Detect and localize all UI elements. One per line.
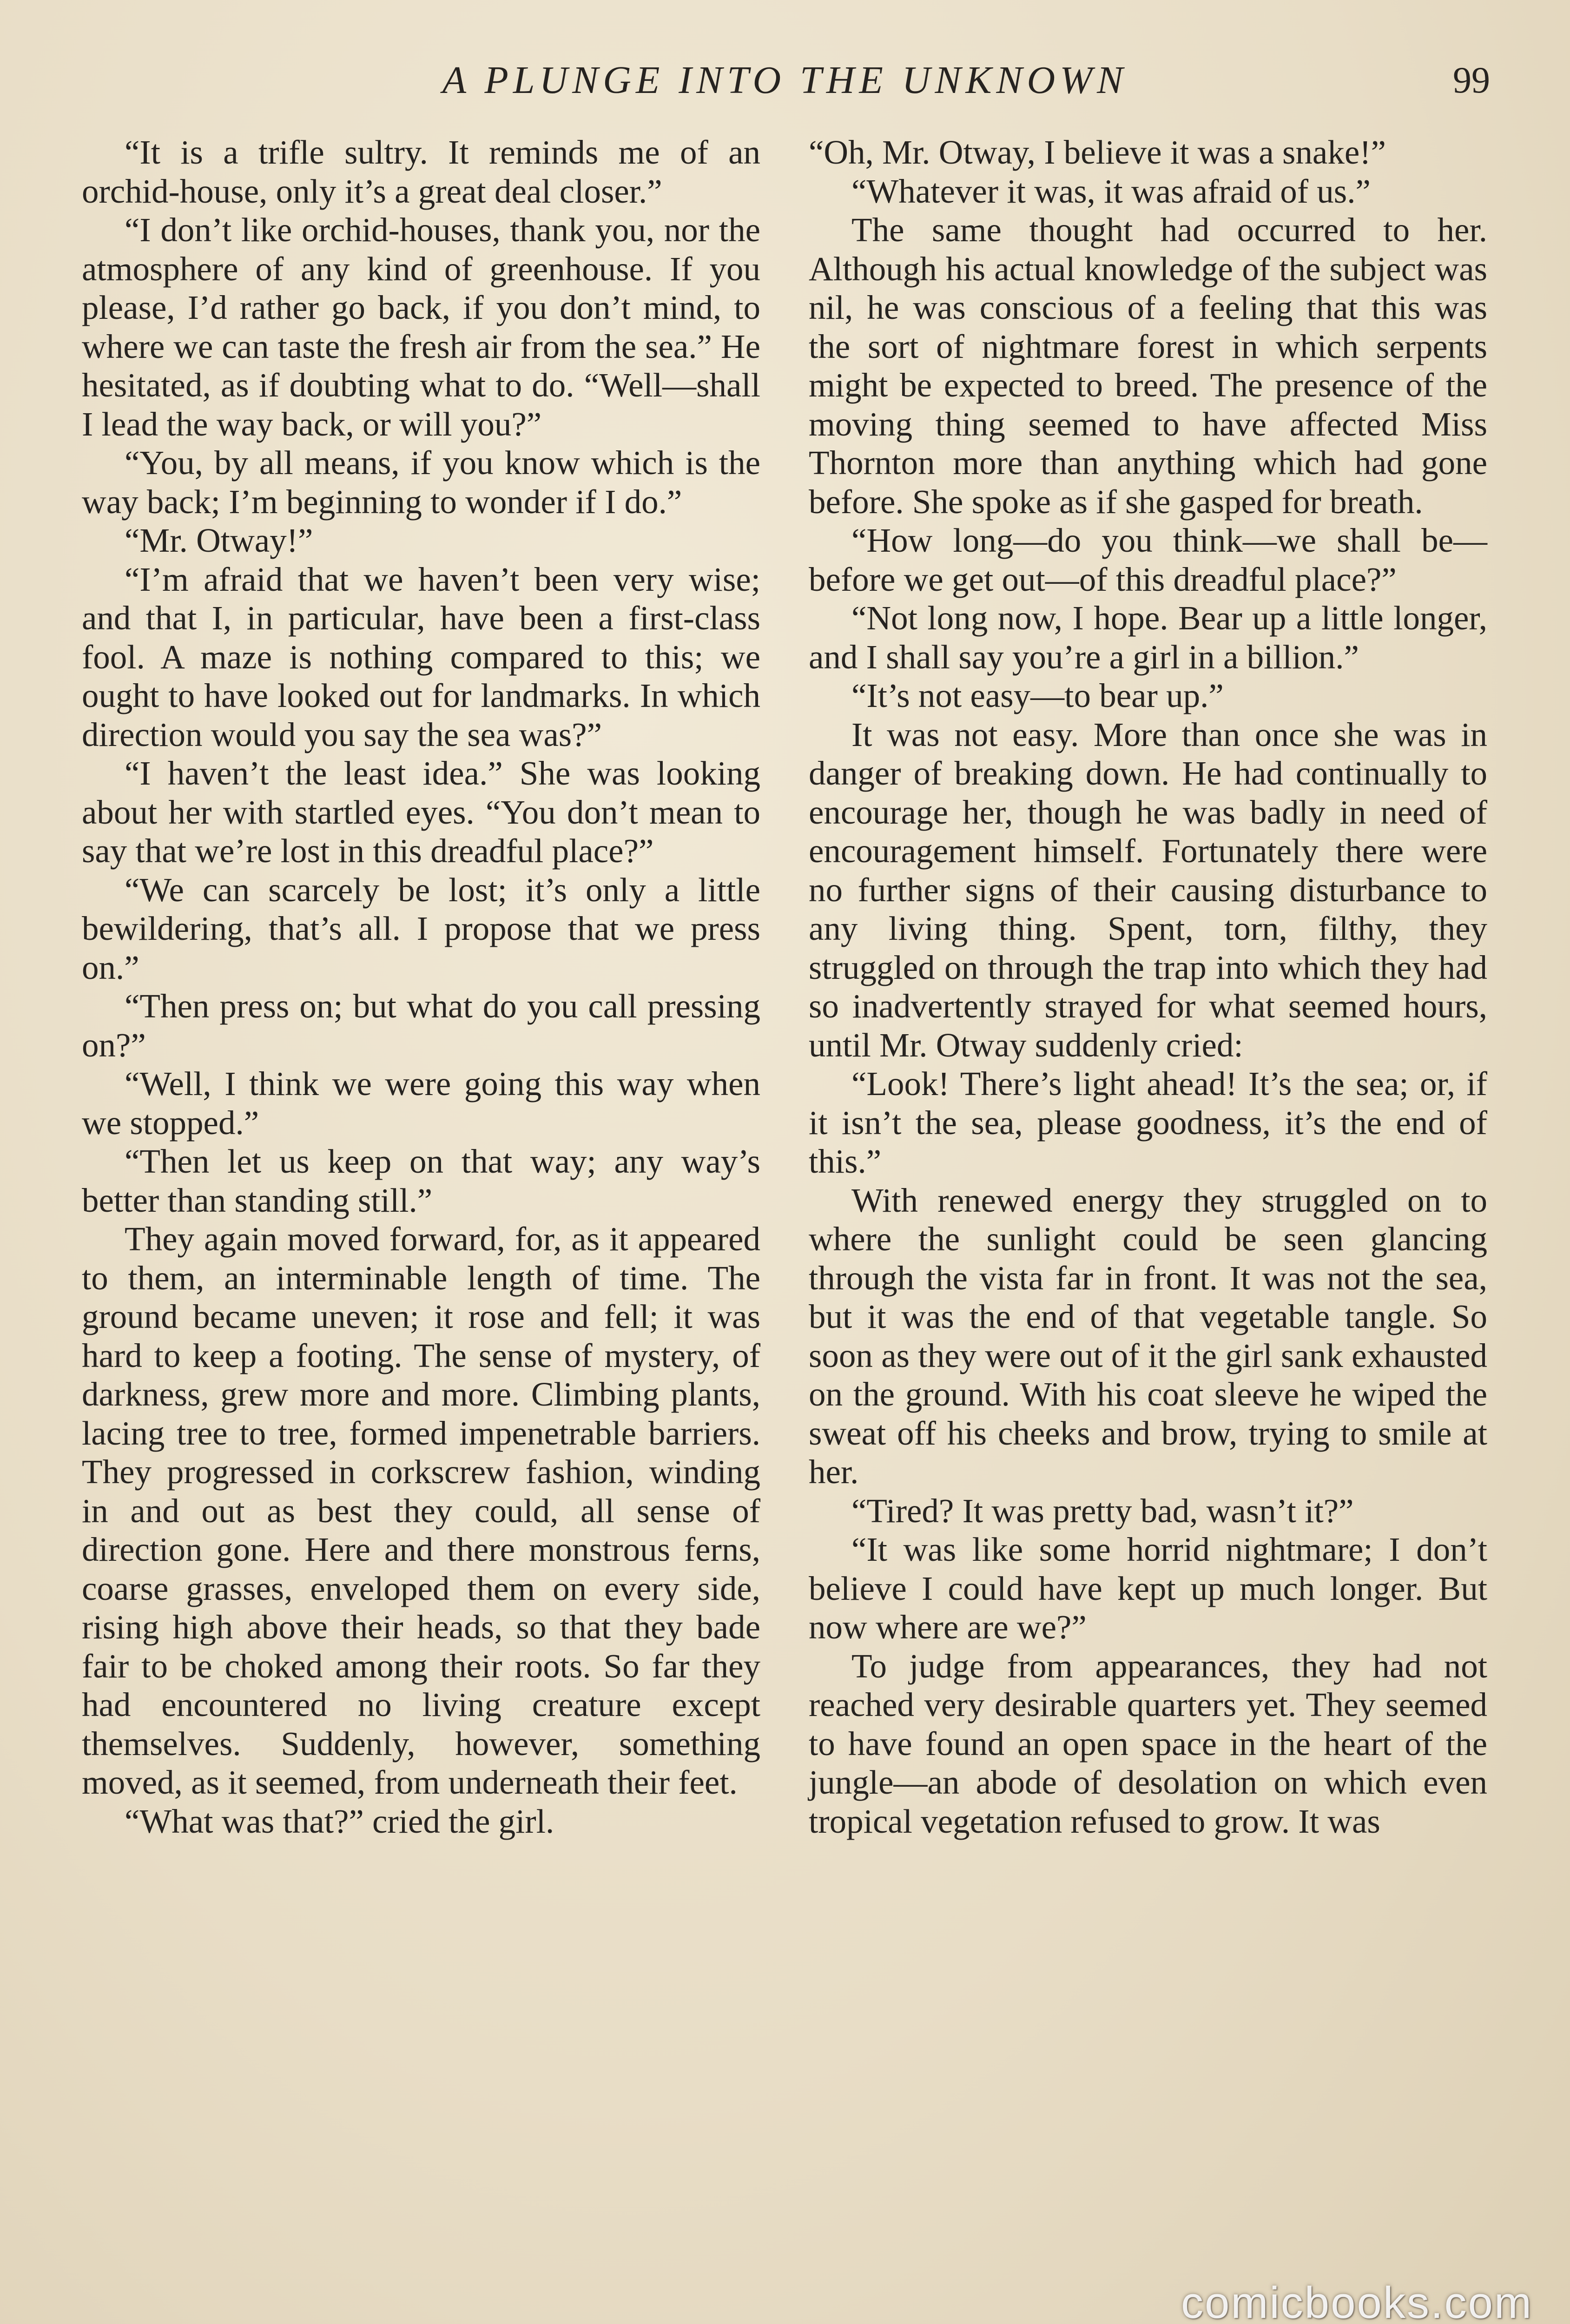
paragraph: “It was like some horrid nightmare; I don’t believe I could have kept up much longer. But now where are we?” bbox=[809, 1531, 1487, 1646]
paragraph: “Tired? It was pretty bad, wasn’t it?” bbox=[851, 1492, 1354, 1530]
paragraph: “Then let us keep on that way; any way’s better than standing still.” bbox=[82, 1142, 760, 1219]
right-column bbox=[809, 133, 1487, 1841]
paragraph: “It’s not easy—to bear up.” bbox=[851, 677, 1224, 714]
paragraph: “You, by all means, if you know which is the way back; I’m beginning to wonder if I do.” bbox=[82, 444, 760, 521]
paragraph: “How long—do you think—we shall be—before we get out—of this dreadful place?” bbox=[809, 522, 1487, 598]
paragraph: “What was that?” cried the girl. bbox=[125, 1802, 554, 1840]
paragraph: “It is a trifle sultry. It reminds me of an orchid-house, only it’s a great deal closer.” bbox=[82, 133, 760, 210]
paragraph: “Oh, Mr. Otway, I believe it was a snake!” bbox=[809, 133, 1386, 171]
paragraph: “I don’t like orchid-houses, thank you, nor the atmosphere of any kind of greenhouse. If you please, I’d rather go back, if you don’t mind, to where we can taste the fresh air from the sea.” He hesitated, as if doubting what to do. “Well—shall I lead the way back, or will you?” bbox=[82, 211, 760, 443]
page-header bbox=[0, 55, 1570, 106]
paragraph: “I haven’t the least idea.” She was looking about her with startled eyes. “You don’t mean to say that we’re lost in this dreadful place?” bbox=[82, 754, 760, 870]
paragraph: “Well, I think we were going this way when we stopped.” bbox=[82, 1065, 760, 1142]
paragraph: “Mr. Otway!” bbox=[125, 522, 313, 559]
paragraph: “Look! There’s light ahead! It’s the sea; or, if it isn’t the sea, please goodness, it’s the end of this.” bbox=[809, 1065, 1487, 1180]
paragraph: To judge from appearances, they had not reached very desirable quarters yet. They seemed to have found an open space in the heart of the jungle—an abode of desolation on which even tropical vegetation refused to grow. It was bbox=[809, 1647, 1487, 1840]
paragraph: With renewed energy they struggled on to where the sunlight could be seen glancing through the vista far in front. It was not the sea, but it was the end of that vegetable tangle. So soon as they were out of it the girl sank exhausted on the ground. With his coat sleeve he wiped the sweat off his cheeks and brow, trying to smile at her. bbox=[809, 1181, 1487, 1491]
left-column bbox=[82, 133, 760, 1841]
paragraph: “I’m afraid that we haven’t been very wise; and that I, in particular, have been a first-class fool. A maze is nothing compared to this; we ought to have looked out for landmarks. In which direction would you say the sea was?” bbox=[82, 560, 760, 753]
paragraph: It was not easy. More than once she was in danger of breaking down. He had continually to encourage her, though he was badly in need of encouragement himself. Fortunately there were no further signs of their causing disturbance to any living thing. Spent, torn, filthy, they struggled on through the trap into which they had so inadvertently strayed for what seemed hours, until Mr. Otway suddenly cried: bbox=[809, 715, 1487, 1064]
paragraph: The same thought had occurred to her. Although his actual knowledge of the subject was nil, he was conscious of a feeling that this was the sort of nightmare forest in which serpents might be expected to breed. The presence of the moving thing seemed to have affected Miss Thornton more than anything which had gone before. She spoke as if she gasped for breath. bbox=[809, 211, 1487, 521]
paragraph: They again moved forward, for, as it appeared to them, an interminable length of time. The ground became uneven; it rose and fell; it was hard to keep a footing. The sense of mystery, of darkness, grew more and more. Climbing plants, lacing tree to tree, formed impenetrable barriers. They progressed in corkscrew fashion, winding in and out as best they could, all sense of direction gone. Here and there monstrous ferns, coarse grasses, enveloped them on every side, rising high above their heads, so that they bade fair to be choked among their roots. So far they had encountered no living creature except themselves. Suddenly, however, something moved, as it seemed, from underneath their feet. bbox=[82, 1220, 760, 1801]
paragraph: “Whatever it was, it was afraid of us.” bbox=[851, 172, 1371, 210]
watermark-logo: comicbooks.com bbox=[1181, 2278, 1533, 2324]
running-title: A PLUNGE INTO THE UNKNOWN bbox=[442, 59, 1128, 102]
paragraph: “We can scarcely be lost; it’s only a little bewildering, that’s all. I propose that we press on.” bbox=[82, 871, 760, 986]
paragraph: “Not long now, I hope. Bear up a little longer, and I shall say you’re a girl in a billion.” bbox=[809, 599, 1487, 676]
paragraph: “Then press on; but what do you call pressing on?” bbox=[82, 987, 760, 1064]
page-number: 99 bbox=[1453, 60, 1490, 101]
